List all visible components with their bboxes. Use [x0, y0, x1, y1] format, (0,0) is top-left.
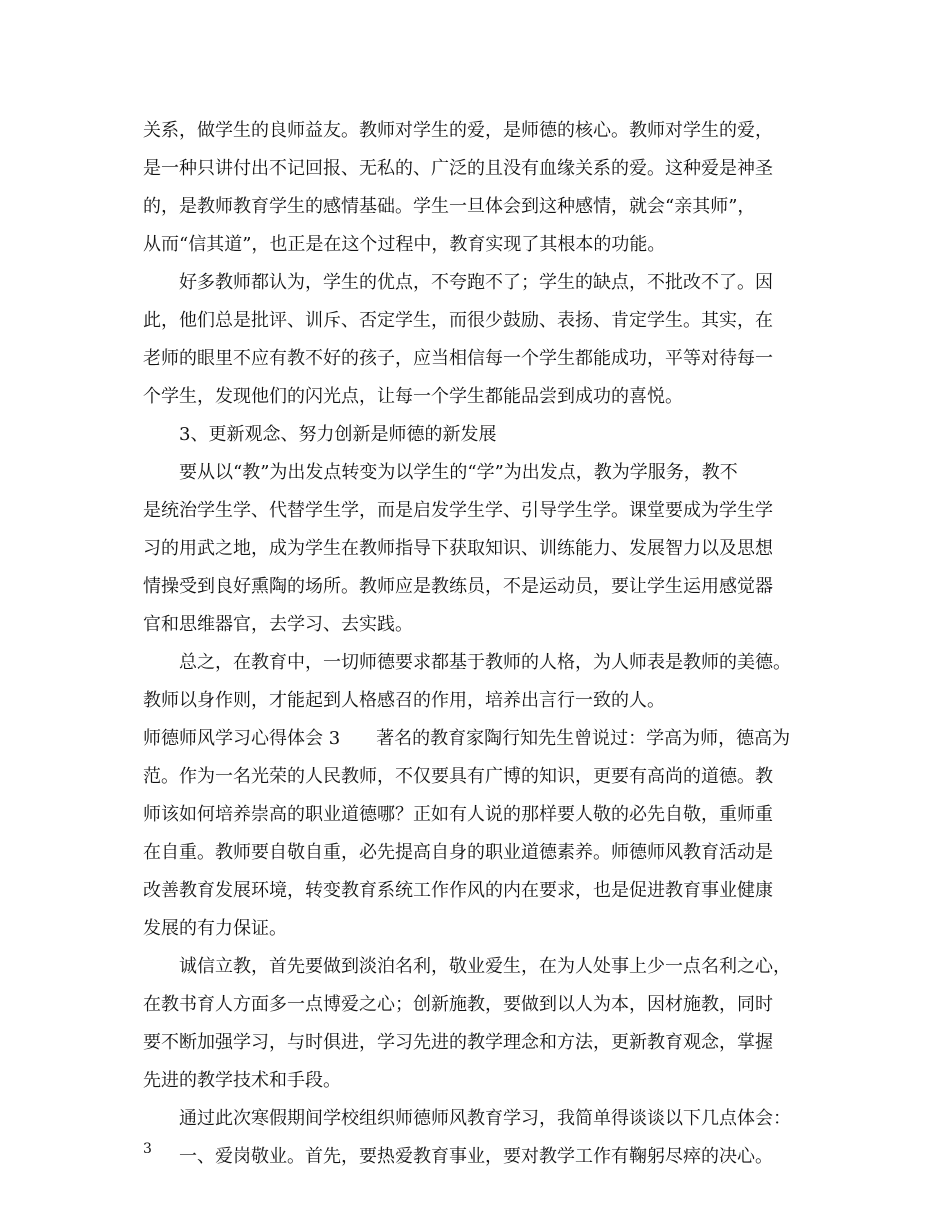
text-line: 官和思维器官，去学习、去实践。 [143, 614, 413, 635]
text-line: 先进的教学技术和手段。 [143, 1070, 341, 1091]
text-line: 的，是教师教育学生的感情基础。学生一旦体会到这种感情，就会“亲其师”， [143, 196, 756, 217]
text-line: 教师以身作则，才能起到人格感召的作用，培养出言行一致的人。 [143, 690, 665, 711]
text-line: 发展的有力保证。 [143, 918, 287, 939]
text-line: 好多教师都认为，学生的优点，不夸跑不了；学生的缺点，不批改不了。因 [179, 272, 773, 293]
text-line: 是统治学生学、代替学生学，而是启发学生学、引导学生学。课堂要成为学生学 [143, 500, 773, 521]
text-line: 范。作为一名光荣的人民教师，不仅要具有广博的知识，更要有高尚的道德。教 [143, 766, 773, 787]
page-number: 3 [143, 1141, 152, 1157]
text-line: 通过此次寒假期间学校组织师德师风教育学习，我简单得谈谈以下几点体会： [179, 1108, 791, 1129]
text-line: 关系，做学生的良师益友。教师对学生的爱，是师德的核心。教师对学生的爱， [143, 120, 773, 141]
text-line: 改善教育发展环境，转变教育系统工作作风的内在要求，也是促进教育事业健康 [143, 880, 773, 901]
text-line: 师该如何培养崇高的职业道德哪？正如有人说的那样要人敬的必先自敬，重师重 [143, 804, 773, 825]
text-line: 要不断加强学习，与时俱进，学习先进的教学理念和方法，更新教育观念，掌握 [143, 1032, 773, 1053]
text-line: 从而“信其道”，也正是在这个过程中，教育实现了其根本的功能。 [143, 234, 666, 255]
text-line: 诚信立教，首先要做到淡泊名利，敬业爱生，在为人处事上少一点名利之心， [179, 956, 791, 977]
text-line: 要从以“教”为出发点转变为以学生的“学”为出发点，教为学服务，教不 [179, 462, 738, 483]
text-line: 此，他们总是批评、训斥、否定学生，而很少鼓励、表扬、肯定学生。其实，在 [143, 310, 773, 331]
text-line: 师德师风学习心得体会 3 著名的教育家陶行知先生曾说过：学高为师，德高为 [143, 728, 791, 749]
text-line: 老师的眼里不应有教不好的孩子，应当相信每一个学生都能成功，平等对待每一 [143, 348, 773, 369]
text-line: 习的用武之地，成为学生在教师指导下获取知识、训练能力、发展智力以及思想 [143, 538, 773, 559]
text-line: 情操受到良好熏陶的场所。教师应是教练员，不是运动员，要让学生运用感觉器 [143, 576, 773, 597]
text-line: 在教书育人方面多一点博爱之心；创新施教，要做到以人为本，因材施教，同时 [143, 994, 773, 1015]
section-heading: 3、更新观念、努力创新是师德的新发展 [179, 424, 497, 445]
text-line: 总之，在教育中，一切师德要求都基于教师的人格，为人师表是教师的美德。 [179, 652, 791, 673]
text-line: 在自重。教师要自敬自重，必先提高自身的职业道德素养。师德师风教育活动是 [143, 842, 773, 863]
text-line: 个学生，发现他们的闪光点，让每一个学生都能品尝到成功的喜悦。 [143, 386, 683, 407]
text-line: 是一种只讲付出不记回报、无私的、广泛的且没有血缘关系的爱。这种爱是神圣 [143, 158, 773, 179]
text-line: 一、爱岗敬业。首先，要热爱教育事业，要对教学工作有鞠躬尽瘁的决心。 [179, 1146, 773, 1167]
